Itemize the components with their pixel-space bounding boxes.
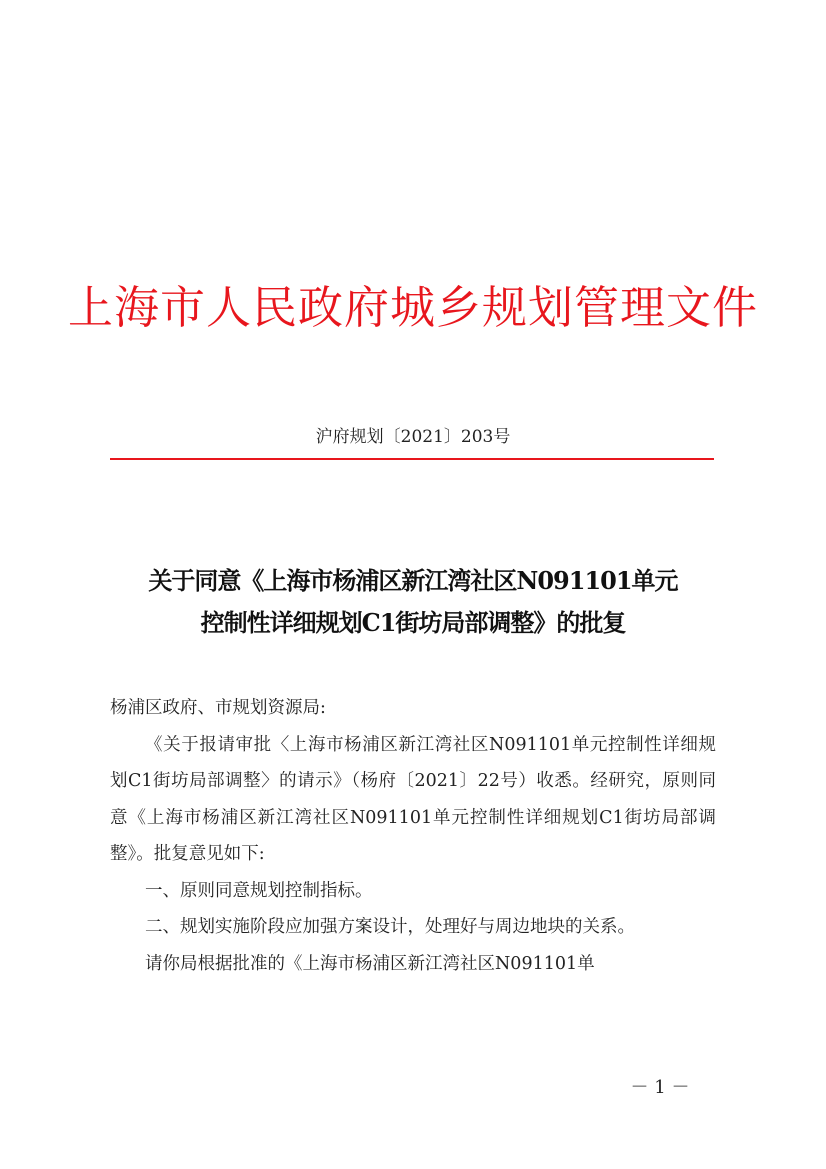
document-title xyxy=(90,560,736,644)
document-title-line-2: 控制性详细规划C1街坊局部调整》的批复 xyxy=(200,608,626,637)
masthead-title: 上海市人民政府城乡规划管理文件 xyxy=(67,281,758,334)
body-paragraph-1: 《关于报请审批〈上海市杨浦区新江湾社区N091101单元控制性详细规划C1街坊局部调整〉的请示》（杨府〔2021〕22号）收悉。经研究，原则同意《上海市杨浦区新江湾社区N091101单元控制性详细规划C1街坊局部调整》。批复意见如下: xyxy=(110,734,716,864)
document-body xyxy=(110,690,716,982)
red-separator-line xyxy=(110,458,714,460)
approval-item-1: 一、原则同意规划控制指标。 xyxy=(145,880,373,901)
body-paragraph-last: 请你局根据批准的《上海市杨浦区新江湾社区N091101单 xyxy=(145,953,595,974)
document-title-line-1: 关于同意《上海市杨浦区新江湾社区N091101单元 xyxy=(148,566,678,595)
approval-item-2: 二、规划实施阶段应加强方案设计，处理好与周边地块的关系。 xyxy=(145,917,635,937)
addressee: 杨浦区政府、市规划资源局: xyxy=(110,698,326,718)
page-number: － 1 － xyxy=(630,1077,690,1098)
document-number: 沪府规划〔2021〕203号 xyxy=(315,427,511,447)
